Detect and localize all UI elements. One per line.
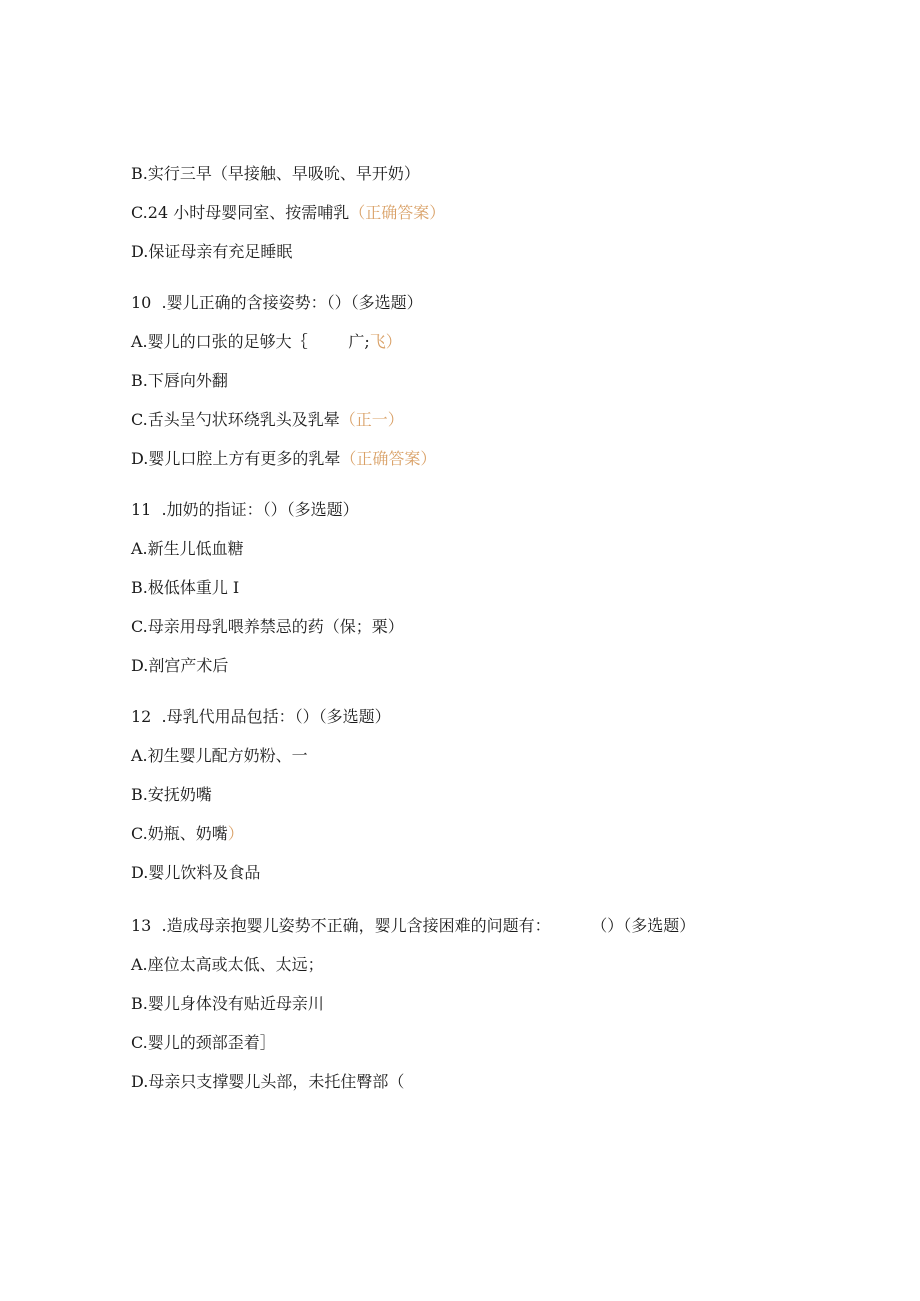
option-line: B.婴儿身体没有贴近母亲川 [131, 994, 324, 1013]
option-line: C.舌头呈勺状环绕乳头及乳晕（正一） [131, 410, 404, 429]
answer-note: （正确答案） [340, 449, 437, 468]
option-line: D.剖宫产术后 [131, 656, 229, 675]
question-title: 12 .母乳代用品包括：（）（多选题） [131, 707, 391, 726]
answer-note: （正一） [339, 410, 404, 429]
option-line: D.婴儿饮料及食品 [131, 863, 261, 882]
option-line: C.24 小时母婴同室、按需哺乳（正确答案） [131, 203, 446, 222]
option-line: D.保证母亲有充足睡眠 [131, 242, 293, 261]
option-line: C.婴儿的颈部歪着］ [131, 1033, 276, 1052]
option-line: A.婴儿的口张的足够大｛ 广;飞） [131, 332, 402, 351]
question-title: 13 .造成母亲抱婴儿姿势不正确，婴儿含接困难的问题有： （）（多选题） [131, 916, 696, 935]
option-line: D.母亲只支撑婴儿头部，未托住臀部（ [131, 1072, 405, 1091]
answer-note: ） [227, 824, 244, 843]
option-line: A.初生婴儿配方奶粉、一 [131, 746, 308, 765]
option-line: B.实行三早（早接触、早吸吮、早开奶） [131, 164, 420, 183]
answer-note: （正确答案） [349, 203, 446, 222]
question-title: 10 .婴儿正确的含接姿势：（）（多选题） [131, 293, 423, 312]
option-line: B.下唇向外翻 [131, 371, 228, 390]
option-line: B.极低体重儿 I [131, 578, 240, 597]
question-title: 11 .加奶的指证：（）（多选题） [131, 500, 359, 519]
option-line: C.奶瓶、奶嘴） [131, 824, 244, 843]
option-line: D.婴儿口腔上方有更多的乳晕（正确答案） [131, 449, 437, 468]
option-line: A.座位太高或太低、太远； [131, 955, 324, 974]
option-line: C.母亲用母乳喂养禁忌的药（保；栗） [131, 617, 404, 636]
answer-note: 飞） [369, 332, 402, 351]
option-line: A.新生儿低血糖 [131, 539, 244, 558]
option-line: B.安抚奶嘴 [131, 785, 212, 804]
